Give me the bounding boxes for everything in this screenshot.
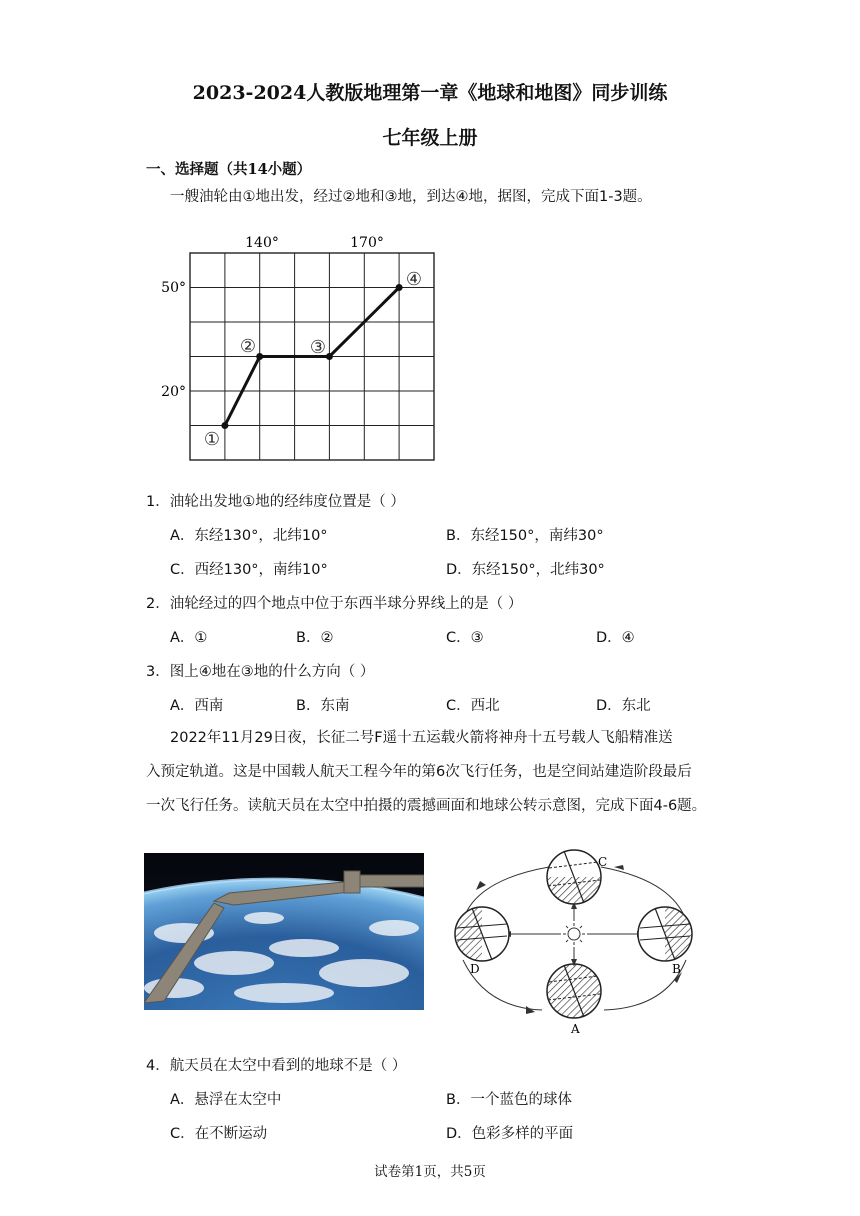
point-2 [256,353,263,360]
point-label-4: ④ [405,269,423,290]
q4-option-c: C．在不断运动 [170,1126,268,1142]
orbit-label-d: D [470,962,480,976]
question-2: 2．油轮经过的四个地点中位于东西半球分界线上的是（ ） [146,596,523,612]
orbit-label-b: B [672,962,681,976]
orbit-label-c: C [598,855,608,869]
q4-option-d: D．色彩多样的平面 [446,1126,574,1142]
intro-paragraph-2-line-1: 2022年11月29日夜，长征二号F遥十五运载火箭将神舟十五号载人飞船精准送 [170,730,673,746]
question-3: 3．图上④地在③地的什么方向（ ） [146,664,375,680]
section-heading: 一、选择题（共14小题） [146,161,312,178]
question-4: 4．航天员在太空中看到的地球不是（ ） [146,1058,407,1074]
q3-option-a: A．西南 [170,698,224,714]
point-1 [221,422,228,429]
q3-option-b: B．东南 [296,698,350,714]
space-photo [144,853,424,1010]
q4-option-a: A．悬浮在太空中 [170,1092,282,1108]
globe-d [455,907,509,961]
q2-option-b: B．② [296,630,334,646]
sun-icon [563,923,585,945]
longitude-label-170: 170° [350,235,384,251]
orbit-diagram [446,840,706,1035]
point-label-3: ③ [309,337,327,358]
globe-a [547,964,601,1018]
q3-option-d: D．东北 [596,698,651,714]
latitude-label-50: 50° [161,280,186,296]
latitude-label-20: 20° [161,384,186,400]
q1-option-a: A．东经130°，北纬10° [170,528,328,544]
q4-option-b: B．一个蓝色的球体 [446,1092,572,1108]
page-subtitle: 七年级上册 [382,127,478,149]
intro-paragraph-1: 一艘油轮由①地出发，经过②地和③地，到达④地，据图，完成下面1-3题。 [170,189,652,205]
point-label-1: ① [203,429,221,450]
point-4 [396,284,403,291]
intro-paragraph-2-line-3: 一次飞行任务。读航天员在太空中拍摄的震撼画面和地球公转示意图，完成下面4-6题。 [146,798,707,814]
page-title: 2023-2024人教版地理第一章《地球和地图》同步训练 [192,82,668,104]
q2-option-c: C．③ [446,630,484,646]
orbit-label-a: A [571,1022,580,1035]
point-label-2: ② [239,336,257,357]
page-footer: 试卷第1页，共5页 [374,1164,486,1180]
q2-option-d: D．④ [596,630,635,646]
q1-option-b: B．东经150°，南纬30° [446,528,604,544]
globe-b [638,907,692,961]
intro-paragraph-2-line-2: 入预定轨道。这是中国载人航天工程今年的第6次飞行任务，也是空间站建造阶段最后 [146,764,692,780]
point-3 [326,353,333,360]
longitude-label-140: 140° [245,235,279,251]
question-1: 1．油轮出发地①地的经纬度位置是（ ） [146,494,405,510]
globe-c [547,850,601,904]
q2-option-a: A．① [170,630,208,646]
grid-map [150,225,450,470]
q3-option-c: C．西北 [446,698,500,714]
q1-option-c: C．西经130°，南纬10° [170,562,328,578]
q1-option-d: D．东经150°，北纬30° [446,562,605,578]
